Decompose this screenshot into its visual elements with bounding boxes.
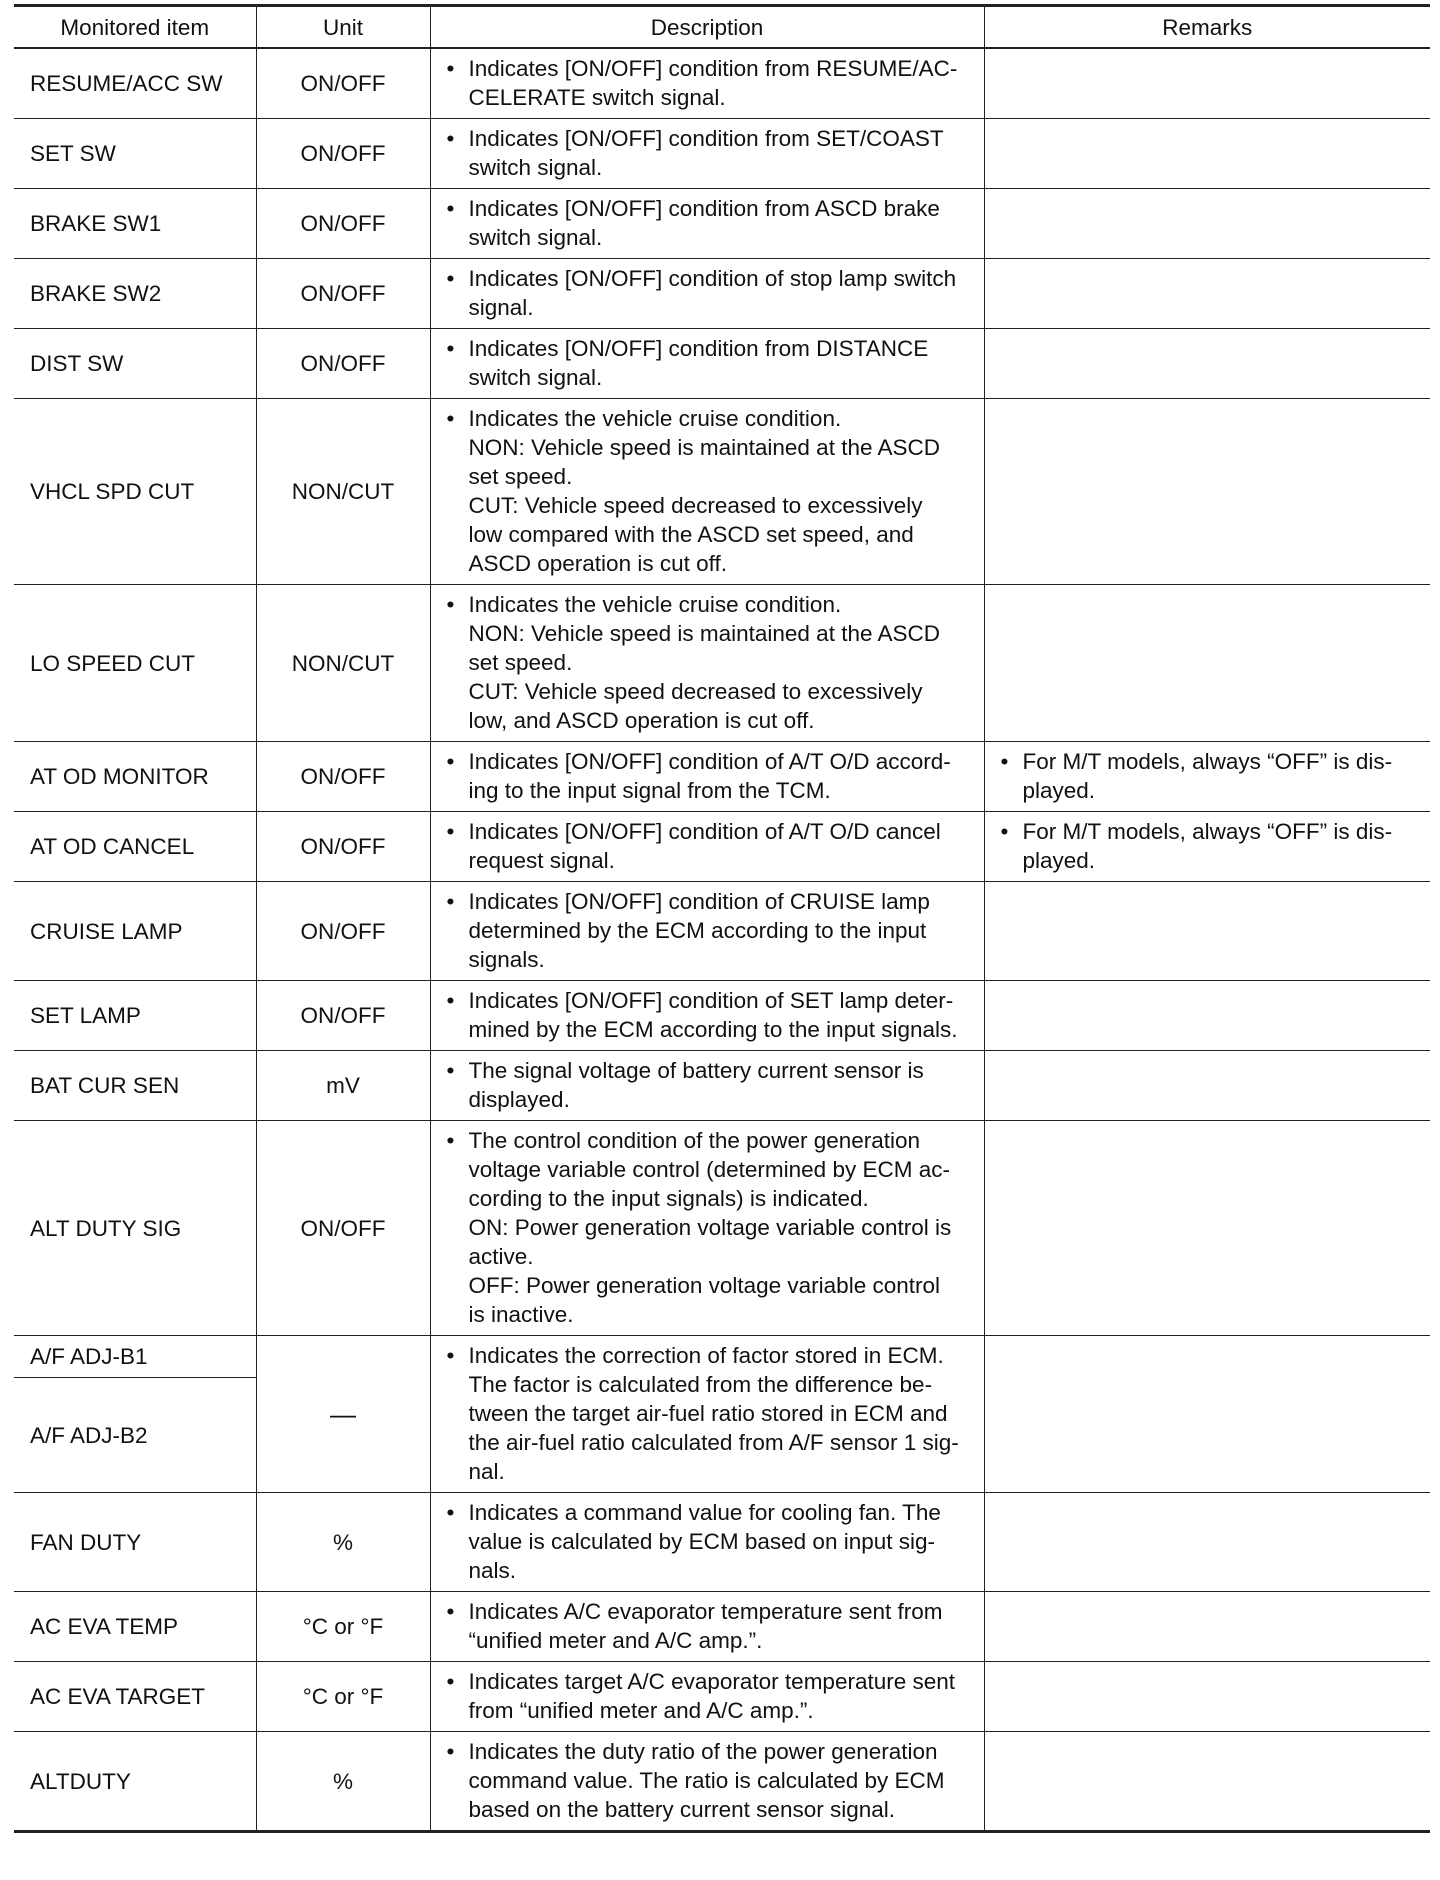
remarks-cell bbox=[984, 119, 1430, 189]
description-bullet-line: determined by the ECM according to the input bbox=[468, 918, 927, 943]
remarks-cell bbox=[984, 812, 1430, 882]
table-row bbox=[14, 1121, 1430, 1336]
remarks-bullet-line: played. bbox=[1022, 848, 1096, 873]
description-bullet-line: • Indicates the duty ratio of the power generation bbox=[468, 1739, 938, 1764]
description-cell bbox=[430, 1121, 984, 1336]
table-row bbox=[14, 1051, 1430, 1121]
monitored-item-cell: SET LAMP bbox=[14, 981, 256, 1051]
monitored-item-cell: AT OD MONITOR bbox=[14, 742, 256, 812]
description-bullet-line: • Indicates A/C evaporator temperature sent from bbox=[468, 1599, 943, 1624]
remarks-cell bbox=[984, 585, 1430, 742]
monitored-item-cell: A/F ADJ-B1 bbox=[14, 1336, 256, 1378]
description-cell bbox=[430, 1336, 984, 1493]
unit-cell: % bbox=[256, 1732, 430, 1832]
description-bullet-line: switch signal. bbox=[468, 225, 603, 250]
remarks-cell bbox=[984, 1493, 1430, 1592]
description-bullet-line: NON: Vehicle speed is maintained at the ASCD bbox=[468, 621, 941, 646]
description-bullet-line: is inactive. bbox=[468, 1302, 574, 1327]
description-cell bbox=[430, 742, 984, 812]
description-bullet bbox=[431, 1051, 984, 1120]
monitored-item-cell: ALT DUTY SIG bbox=[14, 1121, 256, 1336]
description-bullet bbox=[431, 1336, 984, 1492]
unit-cell: °C or °F bbox=[256, 1592, 430, 1662]
monitored-item-cell: FAN DUTY bbox=[14, 1493, 256, 1592]
description-bullet bbox=[431, 882, 984, 980]
description-bullet-line: nal. bbox=[468, 1459, 505, 1484]
remarks-cell bbox=[984, 399, 1430, 585]
description-bullet-line: CUT: Vehicle speed decreased to excessively bbox=[468, 679, 923, 704]
description-cell bbox=[430, 812, 984, 882]
monitored-item-cell: ALTDUTY bbox=[14, 1732, 256, 1832]
description-bullet-line: low, and ASCD operation is cut off. bbox=[468, 708, 815, 733]
table-row bbox=[14, 329, 1430, 399]
description-bullet-line: ON: Power generation voltage variable control is bbox=[468, 1215, 952, 1240]
table-row bbox=[14, 119, 1430, 189]
description-bullet bbox=[431, 1493, 984, 1591]
unit-cell: mV bbox=[256, 1051, 430, 1121]
description-bullet-line: nals. bbox=[468, 1558, 517, 1583]
description-cell bbox=[430, 329, 984, 399]
unit-cell: ON/OFF bbox=[256, 259, 430, 329]
description-bullet bbox=[431, 189, 984, 258]
description-bullet bbox=[431, 981, 984, 1050]
description-bullet-line: CELERATE switch signal. bbox=[468, 85, 726, 110]
description-bullet-line: low compared with the ASCD set speed, and bbox=[468, 522, 914, 547]
remarks-cell bbox=[984, 48, 1430, 119]
description-cell bbox=[430, 882, 984, 981]
description-bullet-line: set speed. bbox=[468, 464, 573, 489]
description-bullet-line: signal. bbox=[468, 295, 534, 320]
unit-cell: ON/OFF bbox=[256, 119, 430, 189]
monitored-item-cell: SET SW bbox=[14, 119, 256, 189]
description-bullet-line: tween the target air-fuel ratio stored in ECM and bbox=[468, 1401, 948, 1426]
description-bullet-line: mined by the ECM according to the input signals. bbox=[468, 1017, 958, 1042]
description-bullet bbox=[431, 329, 984, 398]
remarks-cell bbox=[984, 981, 1430, 1051]
unit-cell: — bbox=[256, 1336, 430, 1493]
unit-cell: ON/OFF bbox=[256, 812, 430, 882]
description-bullet-line: • Indicates [ON/OFF] condition of stop lamp switch bbox=[468, 266, 957, 291]
remarks-bullet-line: • For M/T models, always “OFF” is dis- bbox=[1022, 819, 1393, 844]
remarks-bullet-line: played. bbox=[1022, 778, 1096, 803]
monitored-item-cell: A/F ADJ-B2 bbox=[14, 1378, 256, 1493]
description-bullet bbox=[431, 119, 984, 188]
monitor-table-container bbox=[14, 4, 1430, 1833]
description-bullet bbox=[431, 399, 984, 584]
table-row bbox=[14, 1493, 1430, 1592]
description-bullet-line: value is calculated by ECM based on input sig- bbox=[468, 1529, 936, 1554]
table-row bbox=[14, 1336, 1430, 1378]
monitored-item-cell: AC EVA TARGET bbox=[14, 1662, 256, 1732]
description-cell bbox=[430, 189, 984, 259]
remarks-cell bbox=[984, 1051, 1430, 1121]
description-bullet-line: • Indicates [ON/OFF] condition of CRUISE lamp bbox=[468, 889, 930, 914]
table-row bbox=[14, 742, 1430, 812]
unit-cell: °C or °F bbox=[256, 1662, 430, 1732]
unit-cell: ON/OFF bbox=[256, 882, 430, 981]
description-bullet bbox=[431, 49, 984, 118]
remarks-cell bbox=[984, 259, 1430, 329]
description-cell bbox=[430, 1051, 984, 1121]
unit-cell: ON/OFF bbox=[256, 1121, 430, 1336]
table-body bbox=[14, 48, 1430, 1832]
remarks-cell bbox=[984, 329, 1430, 399]
header-row bbox=[14, 6, 1430, 49]
table-row bbox=[14, 48, 1430, 119]
table-row bbox=[14, 812, 1430, 882]
header-monitored-item: Monitored item bbox=[14, 6, 256, 49]
description-bullet-line: • Indicates [ON/OFF] condition of SET lamp deter- bbox=[468, 988, 954, 1013]
table-row bbox=[14, 882, 1430, 981]
description-cell bbox=[430, 48, 984, 119]
description-cell bbox=[430, 1592, 984, 1662]
description-bullet bbox=[431, 1592, 984, 1661]
description-bullet-line: active. bbox=[468, 1244, 534, 1269]
description-bullet-line: NON: Vehicle speed is maintained at the ASCD bbox=[468, 435, 941, 460]
description-bullet-line: displayed. bbox=[468, 1087, 570, 1112]
description-bullet-line: • Indicates [ON/OFF] condition from SET/COAST bbox=[468, 126, 944, 151]
header-remarks: Remarks bbox=[984, 6, 1430, 49]
description-bullet-line: ASCD operation is cut off. bbox=[468, 551, 727, 576]
description-bullet bbox=[431, 1121, 984, 1335]
description-bullet-line: • Indicates [ON/OFF] condition from ASCD brake bbox=[468, 196, 940, 221]
description-bullet-line: switch signal. bbox=[468, 155, 603, 180]
description-bullet bbox=[431, 1662, 984, 1731]
remarks-cell bbox=[984, 882, 1430, 981]
table-row bbox=[14, 259, 1430, 329]
header-description: Description bbox=[430, 6, 984, 49]
description-bullet-line: voltage variable control (determined by ECM ac- bbox=[468, 1157, 950, 1182]
description-bullet-line: • Indicates target A/C evaporator temperature sent bbox=[468, 1669, 956, 1694]
unit-cell: NON/CUT bbox=[256, 585, 430, 742]
description-bullet-line: set speed. bbox=[468, 650, 573, 675]
remarks-cell bbox=[984, 1662, 1430, 1732]
description-bullet bbox=[431, 259, 984, 328]
description-bullet-line: OFF: Power generation voltage variable control bbox=[468, 1273, 940, 1298]
description-cell bbox=[430, 585, 984, 742]
description-bullet-line: The factor is calculated from the difference be- bbox=[468, 1372, 933, 1397]
description-bullet-line: based on the battery current sensor signal. bbox=[468, 1797, 896, 1822]
description-bullet bbox=[431, 585, 984, 741]
table-row bbox=[14, 1592, 1430, 1662]
description-bullet-line: switch signal. bbox=[468, 365, 603, 390]
description-bullet-line: • Indicates [ON/OFF] condition from RESUME/AC- bbox=[468, 56, 958, 81]
unit-cell: NON/CUT bbox=[256, 399, 430, 585]
unit-cell: % bbox=[256, 1493, 430, 1592]
table-row bbox=[14, 981, 1430, 1051]
description-bullet-line: the air-fuel ratio calculated from A/F sensor 1 sig- bbox=[468, 1430, 959, 1455]
monitored-item-cell: LO SPEED CUT bbox=[14, 585, 256, 742]
description-cell bbox=[430, 259, 984, 329]
description-cell bbox=[430, 1493, 984, 1592]
monitored-item-cell: CRUISE LAMP bbox=[14, 882, 256, 981]
remarks-bullet bbox=[985, 812, 1431, 881]
remarks-cell bbox=[984, 189, 1430, 259]
unit-cell: ON/OFF bbox=[256, 48, 430, 119]
description-cell bbox=[430, 1662, 984, 1732]
remarks-bullet bbox=[985, 742, 1431, 811]
description-cell bbox=[430, 1732, 984, 1832]
description-bullet-line: from “unified meter and A/C amp.”. bbox=[468, 1698, 814, 1723]
description-bullet-line: • Indicates a command value for cooling fan. The bbox=[468, 1500, 941, 1525]
monitor-item-table bbox=[14, 4, 1430, 1833]
description-cell bbox=[430, 399, 984, 585]
description-bullet-line: • Indicates [ON/OFF] condition of A/T O/D accord- bbox=[468, 749, 951, 774]
description-bullet bbox=[431, 812, 984, 881]
monitored-item-cell: VHCL SPD CUT bbox=[14, 399, 256, 585]
monitored-item-cell: BAT CUR SEN bbox=[14, 1051, 256, 1121]
monitored-item-cell: BRAKE SW2 bbox=[14, 259, 256, 329]
table-row bbox=[14, 189, 1430, 259]
unit-cell: ON/OFF bbox=[256, 981, 430, 1051]
remarks-cell bbox=[984, 1336, 1430, 1493]
description-bullet-line: • Indicates [ON/OFF] condition from DISTANCE bbox=[468, 336, 929, 361]
description-bullet-line: • The control condition of the power generation bbox=[468, 1128, 921, 1153]
unit-cell: ON/OFF bbox=[256, 329, 430, 399]
table-row bbox=[14, 1732, 1430, 1832]
remarks-cell bbox=[984, 742, 1430, 812]
table-row bbox=[14, 585, 1430, 742]
description-bullet-line: • Indicates the vehicle cruise condition. bbox=[468, 406, 842, 431]
description-bullet-line: request signal. bbox=[468, 848, 615, 873]
description-bullet-line: • Indicates [ON/OFF] condition of A/T O/D cancel bbox=[468, 819, 941, 844]
description-bullet-line: • The signal voltage of battery current sensor is bbox=[468, 1058, 924, 1083]
table-row bbox=[14, 1662, 1430, 1732]
unit-cell: ON/OFF bbox=[256, 189, 430, 259]
remarks-bullet-line: • For M/T models, always “OFF” is dis- bbox=[1022, 749, 1393, 774]
monitored-item-cell: DIST SW bbox=[14, 329, 256, 399]
unit-cell: ON/OFF bbox=[256, 742, 430, 812]
monitored-item-cell: BRAKE SW1 bbox=[14, 189, 256, 259]
description-bullet-line: “unified meter and A/C amp.”. bbox=[468, 1628, 763, 1653]
description-bullet-line: command value. The ratio is calculated by ECM bbox=[468, 1768, 945, 1793]
monitored-item-cell: AC EVA TEMP bbox=[14, 1592, 256, 1662]
table-row bbox=[14, 399, 1430, 585]
description-bullet bbox=[431, 742, 984, 811]
description-bullet-line: CUT: Vehicle speed decreased to excessively bbox=[468, 493, 923, 518]
monitored-item-cell: AT OD CANCEL bbox=[14, 812, 256, 882]
description-bullet-line: signals. bbox=[468, 947, 545, 972]
remarks-cell bbox=[984, 1732, 1430, 1832]
remarks-cell bbox=[984, 1121, 1430, 1336]
monitored-item-cell: RESUME/ACC SW bbox=[14, 48, 256, 119]
description-cell bbox=[430, 981, 984, 1051]
remarks-cell bbox=[984, 1592, 1430, 1662]
description-bullet-line: • Indicates the vehicle cruise condition. bbox=[468, 592, 842, 617]
description-bullet-line: ing to the input signal from the TCM. bbox=[468, 778, 831, 803]
description-bullet bbox=[431, 1732, 984, 1830]
description-bullet-line: • Indicates the correction of factor stored in ECM. bbox=[468, 1343, 944, 1368]
description-cell bbox=[430, 119, 984, 189]
description-bullet-line: cording to the input signals) is indicated. bbox=[468, 1186, 869, 1211]
header-unit: Unit bbox=[256, 6, 430, 49]
